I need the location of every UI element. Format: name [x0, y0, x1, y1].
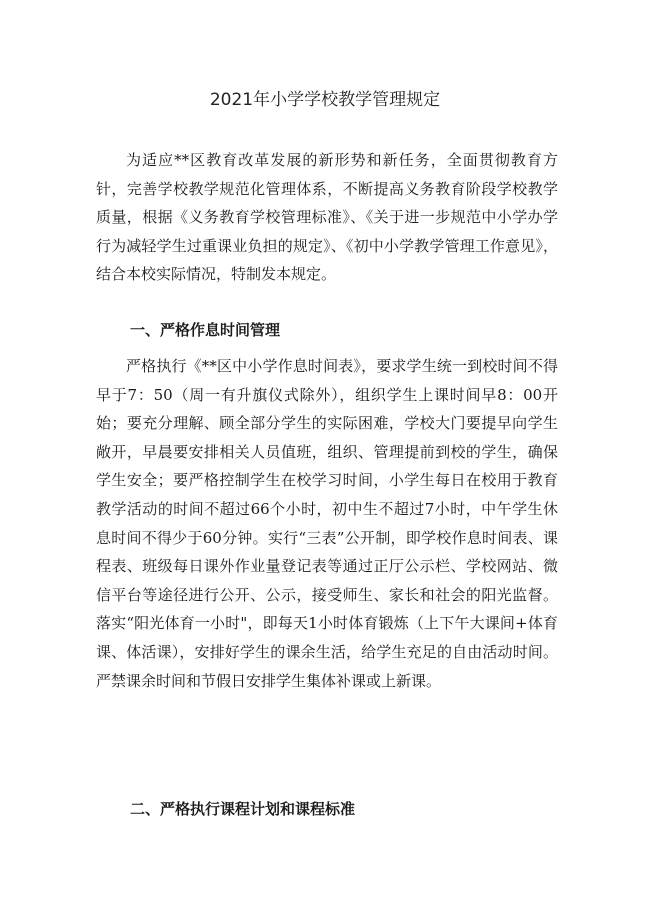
section-1-heading: 一、严格作息时间管理 [130, 321, 281, 339]
section-1-paragraph: 严格执行《**区中小学作息时间表》，要求学生统一到校时间不得早于7：50（周一有升旗仪式除外），组织学生上课时间早8：00开始；要充分理解、顾全部分学生的实际困难，学校大门要提早向学生敞开，早晨要安排相关人员值班，组织、管理提前到校的学生，确保学生安全；要严格控制学生在校学习时间，小学生每日在校用于教育教学活动的时间不超过66个小时，初中生不超过7小时，中午学生休息时间不得少于60分钟。实行“三表”公开制，即学校作息时间表、课程表、班级每日课外作业量登记表等通过正厅公示栏、学校网站、微信平台等途径进行公开、公示，接受师生、家长和社会的阳光监督。落实“阳光体育一小时"，即每天1小时体育锻炼（上下午大课间+体育课、体活课），安排好学生的课余生活，给学生充足的自由活动时间。严禁课余时间和节假日安排学生集体补课或上新课。 [96, 357, 558, 690]
intro-paragraph: 为适应**区教育改革发展的新形势和新任务，全面贯彻教育方针，完善学校教学规范化管理体系，不断提高义务教育阶段学校教学质量，根据《义务教育学校管理标准》、《关于进一步规范中小学办学行为减轻学生过重课业负担的规定》、《初中小学教学管理工作意见》，结合本校实际情况，特制发本规定。 [96, 151, 558, 284]
document-title: 2021年小学学校教学管理规定 [209, 90, 441, 110]
section-2-heading: 二、严格执行课程计划和课程标准 [130, 800, 356, 818]
